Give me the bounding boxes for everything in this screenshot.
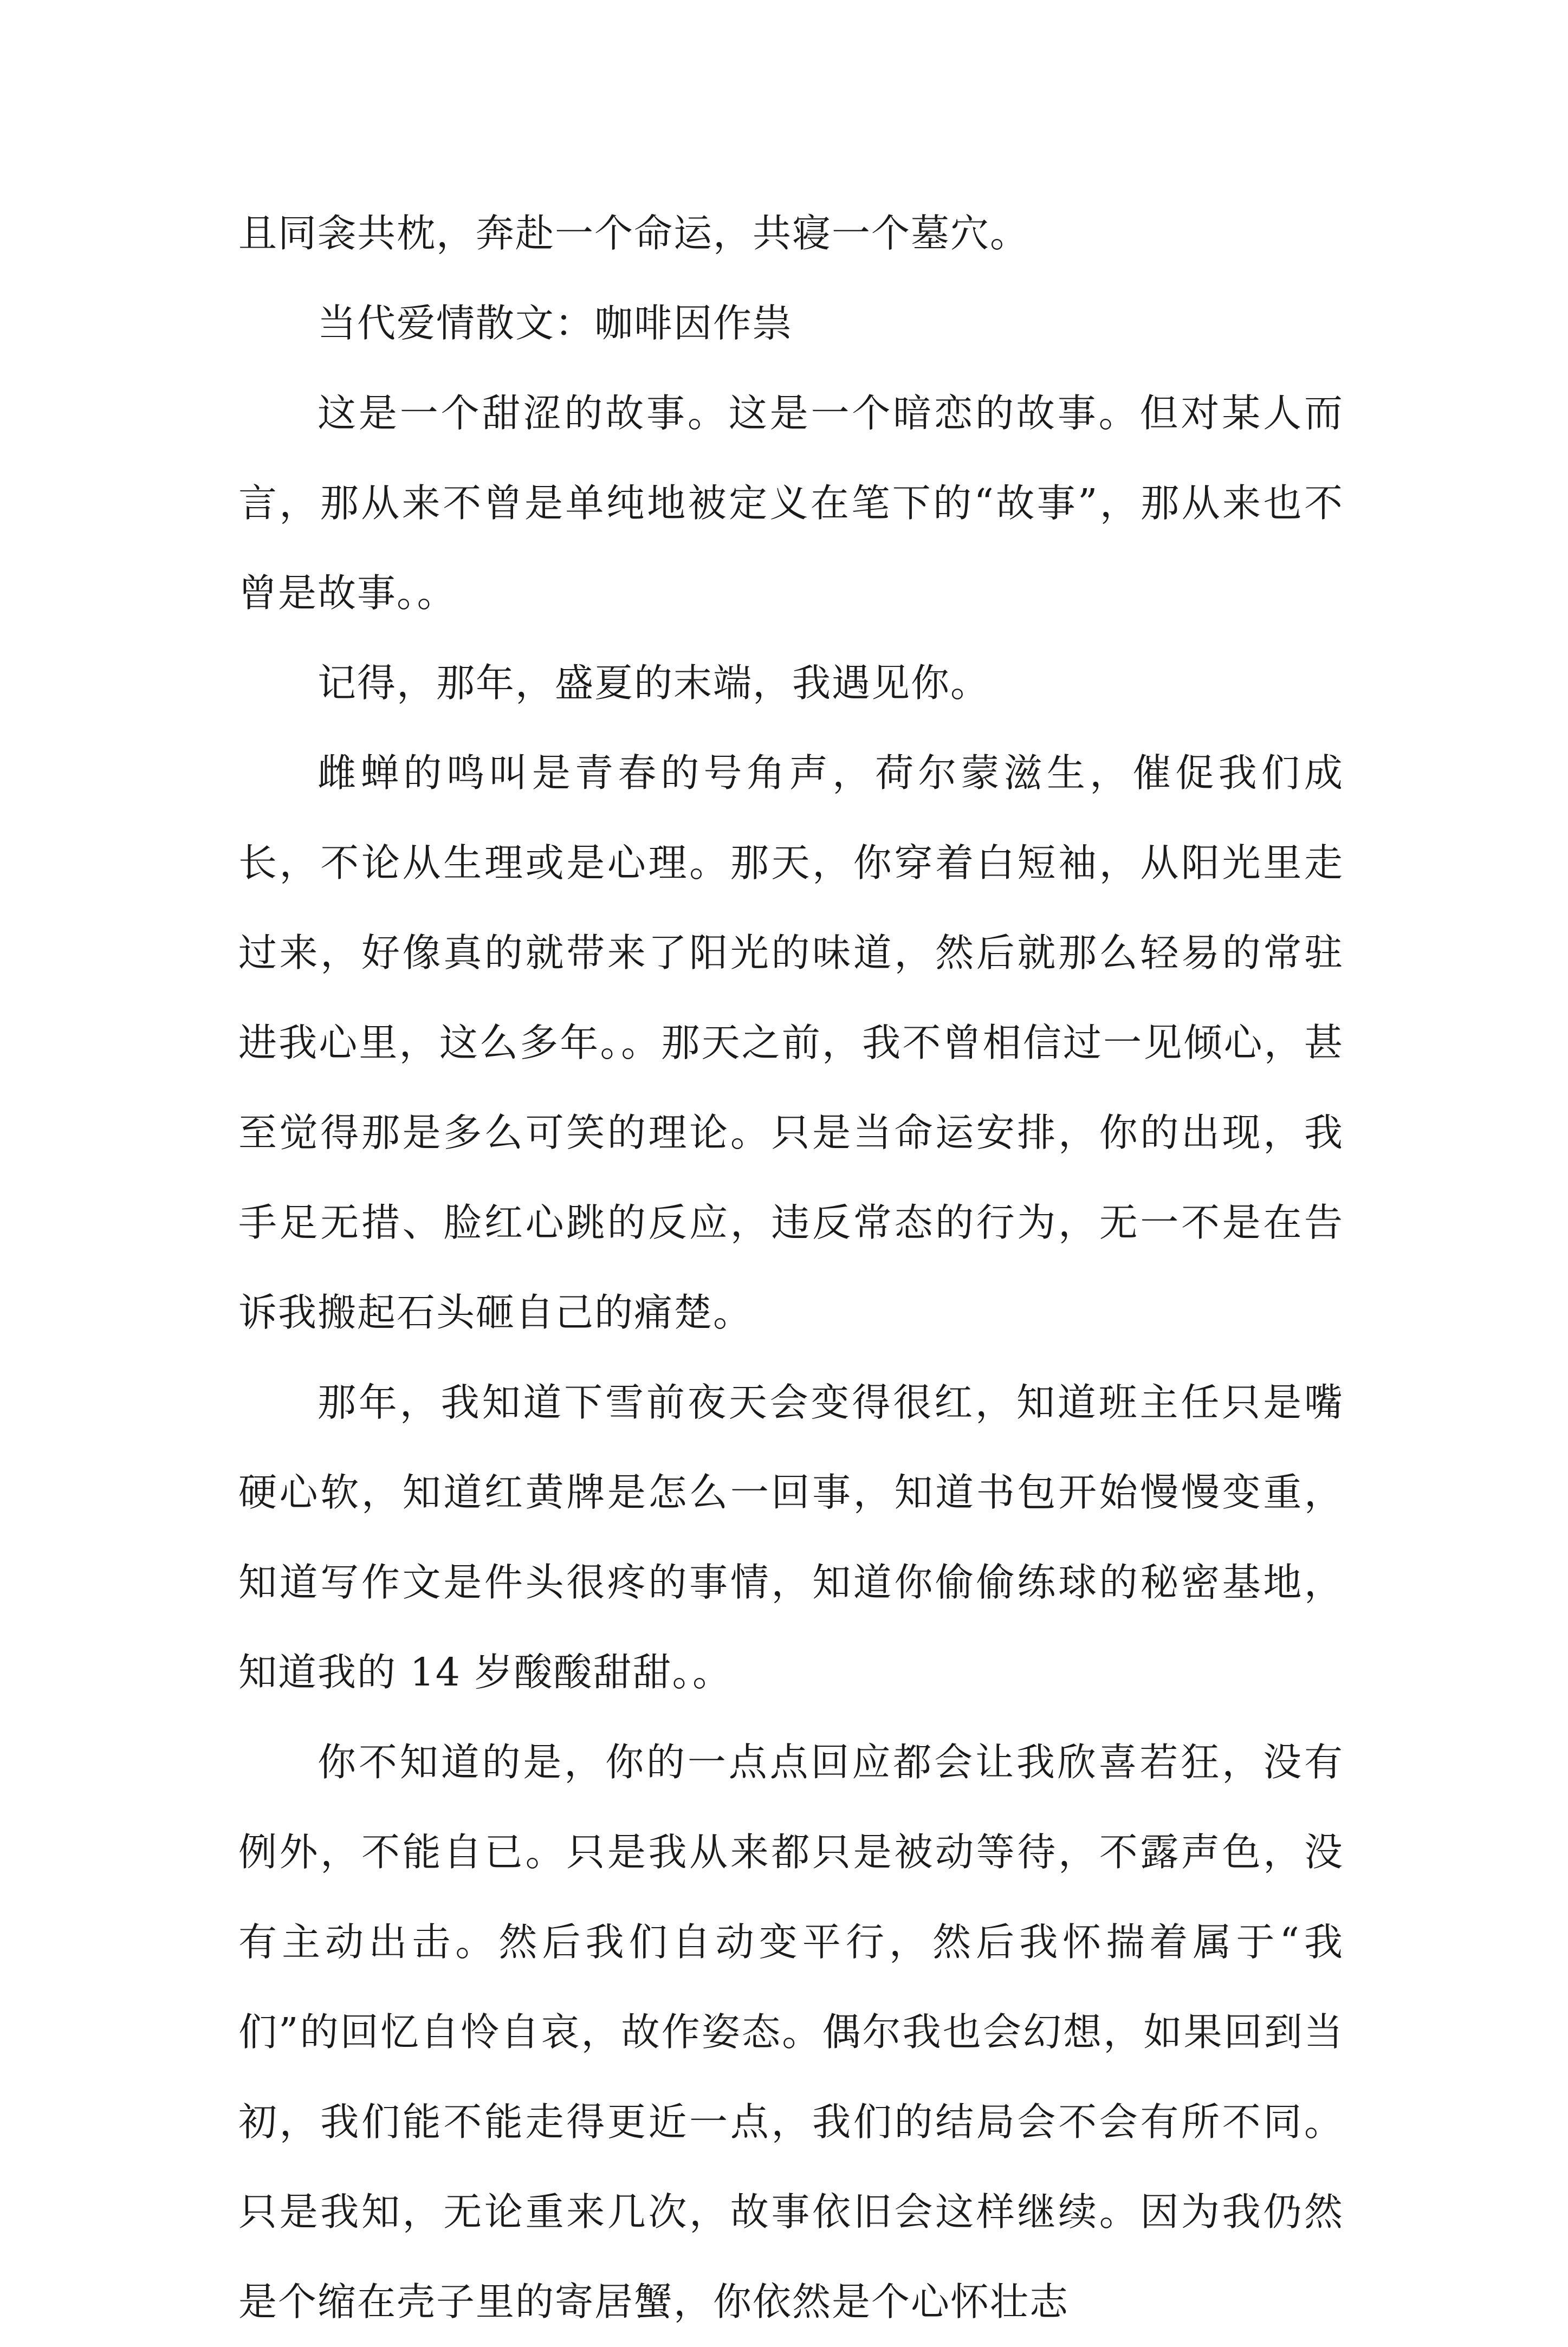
paragraph: 雌蝉的鸣叫是青春的号角声，荷尔蒙滋生，催促我们成长，不论从生理或是心理。那天，你穿着白短袖，从阳光里走过来，好像真的就带来了阳光的味道，然后就那么轻易的常驻进我心里，这么多年。。那天之前，我不曾相信过一见倾心，甚至觉得那是多么可笑的理论。只是当命运安排，你的出现，我手足无措、脸红心跳的反应，违反常态的行为，无一不是在告诉我搬起石头砸自己的痛楚。: [238, 750, 1344, 1335]
paragraph: 你不知道的是，你的一点点回应都会让我欣喜若狂，没有例外，不能自已。只是我从来都只是被动等待，不露声色，没有主动出击。然后我们自动变平行，然后我怀揣着属于“我们”的回忆自怜自哀，故作姿态。偶尔我也会幻想，如果回到当初，我们能不能走得更近一点，我们的结局会不会有所不同。只是我知，无论重来几次，故事依旧会这样继续。因为我仍然是个缩在壳子里的寄居蟹，你依然是个心怀壮志: [238, 1740, 1344, 2324]
essay-title: 当代爱情散文：咖啡因作祟: [318, 301, 793, 346]
paragraph: 记得，那年，盛夏的末端，我遇见你。: [318, 660, 990, 705]
paragraph-continuation: 且同衾共枕，奔赴一个命运，共寝一个墓穴。: [238, 211, 1030, 256]
document-body: [238, 189, 1344, 2347]
paragraph: 那年，我知道下雪前夜天会变得很红，知道班主任只是嘴硬心软，知道红黄牌是怎么一回事，知道书包开始慢慢变重，知道写作文是件头很疼的事情，知道你偷偷练球的秘密基地，知道我的 14 岁酸酸甜甜。。: [238, 1380, 1344, 1695]
paragraph: 这是一个甜涩的故事。这是一个暗恋的故事。但对某人而言，那从来不曾是单纯地被定义在笔下的“故事”，那从来也不曾是故事。。: [238, 391, 1344, 615]
